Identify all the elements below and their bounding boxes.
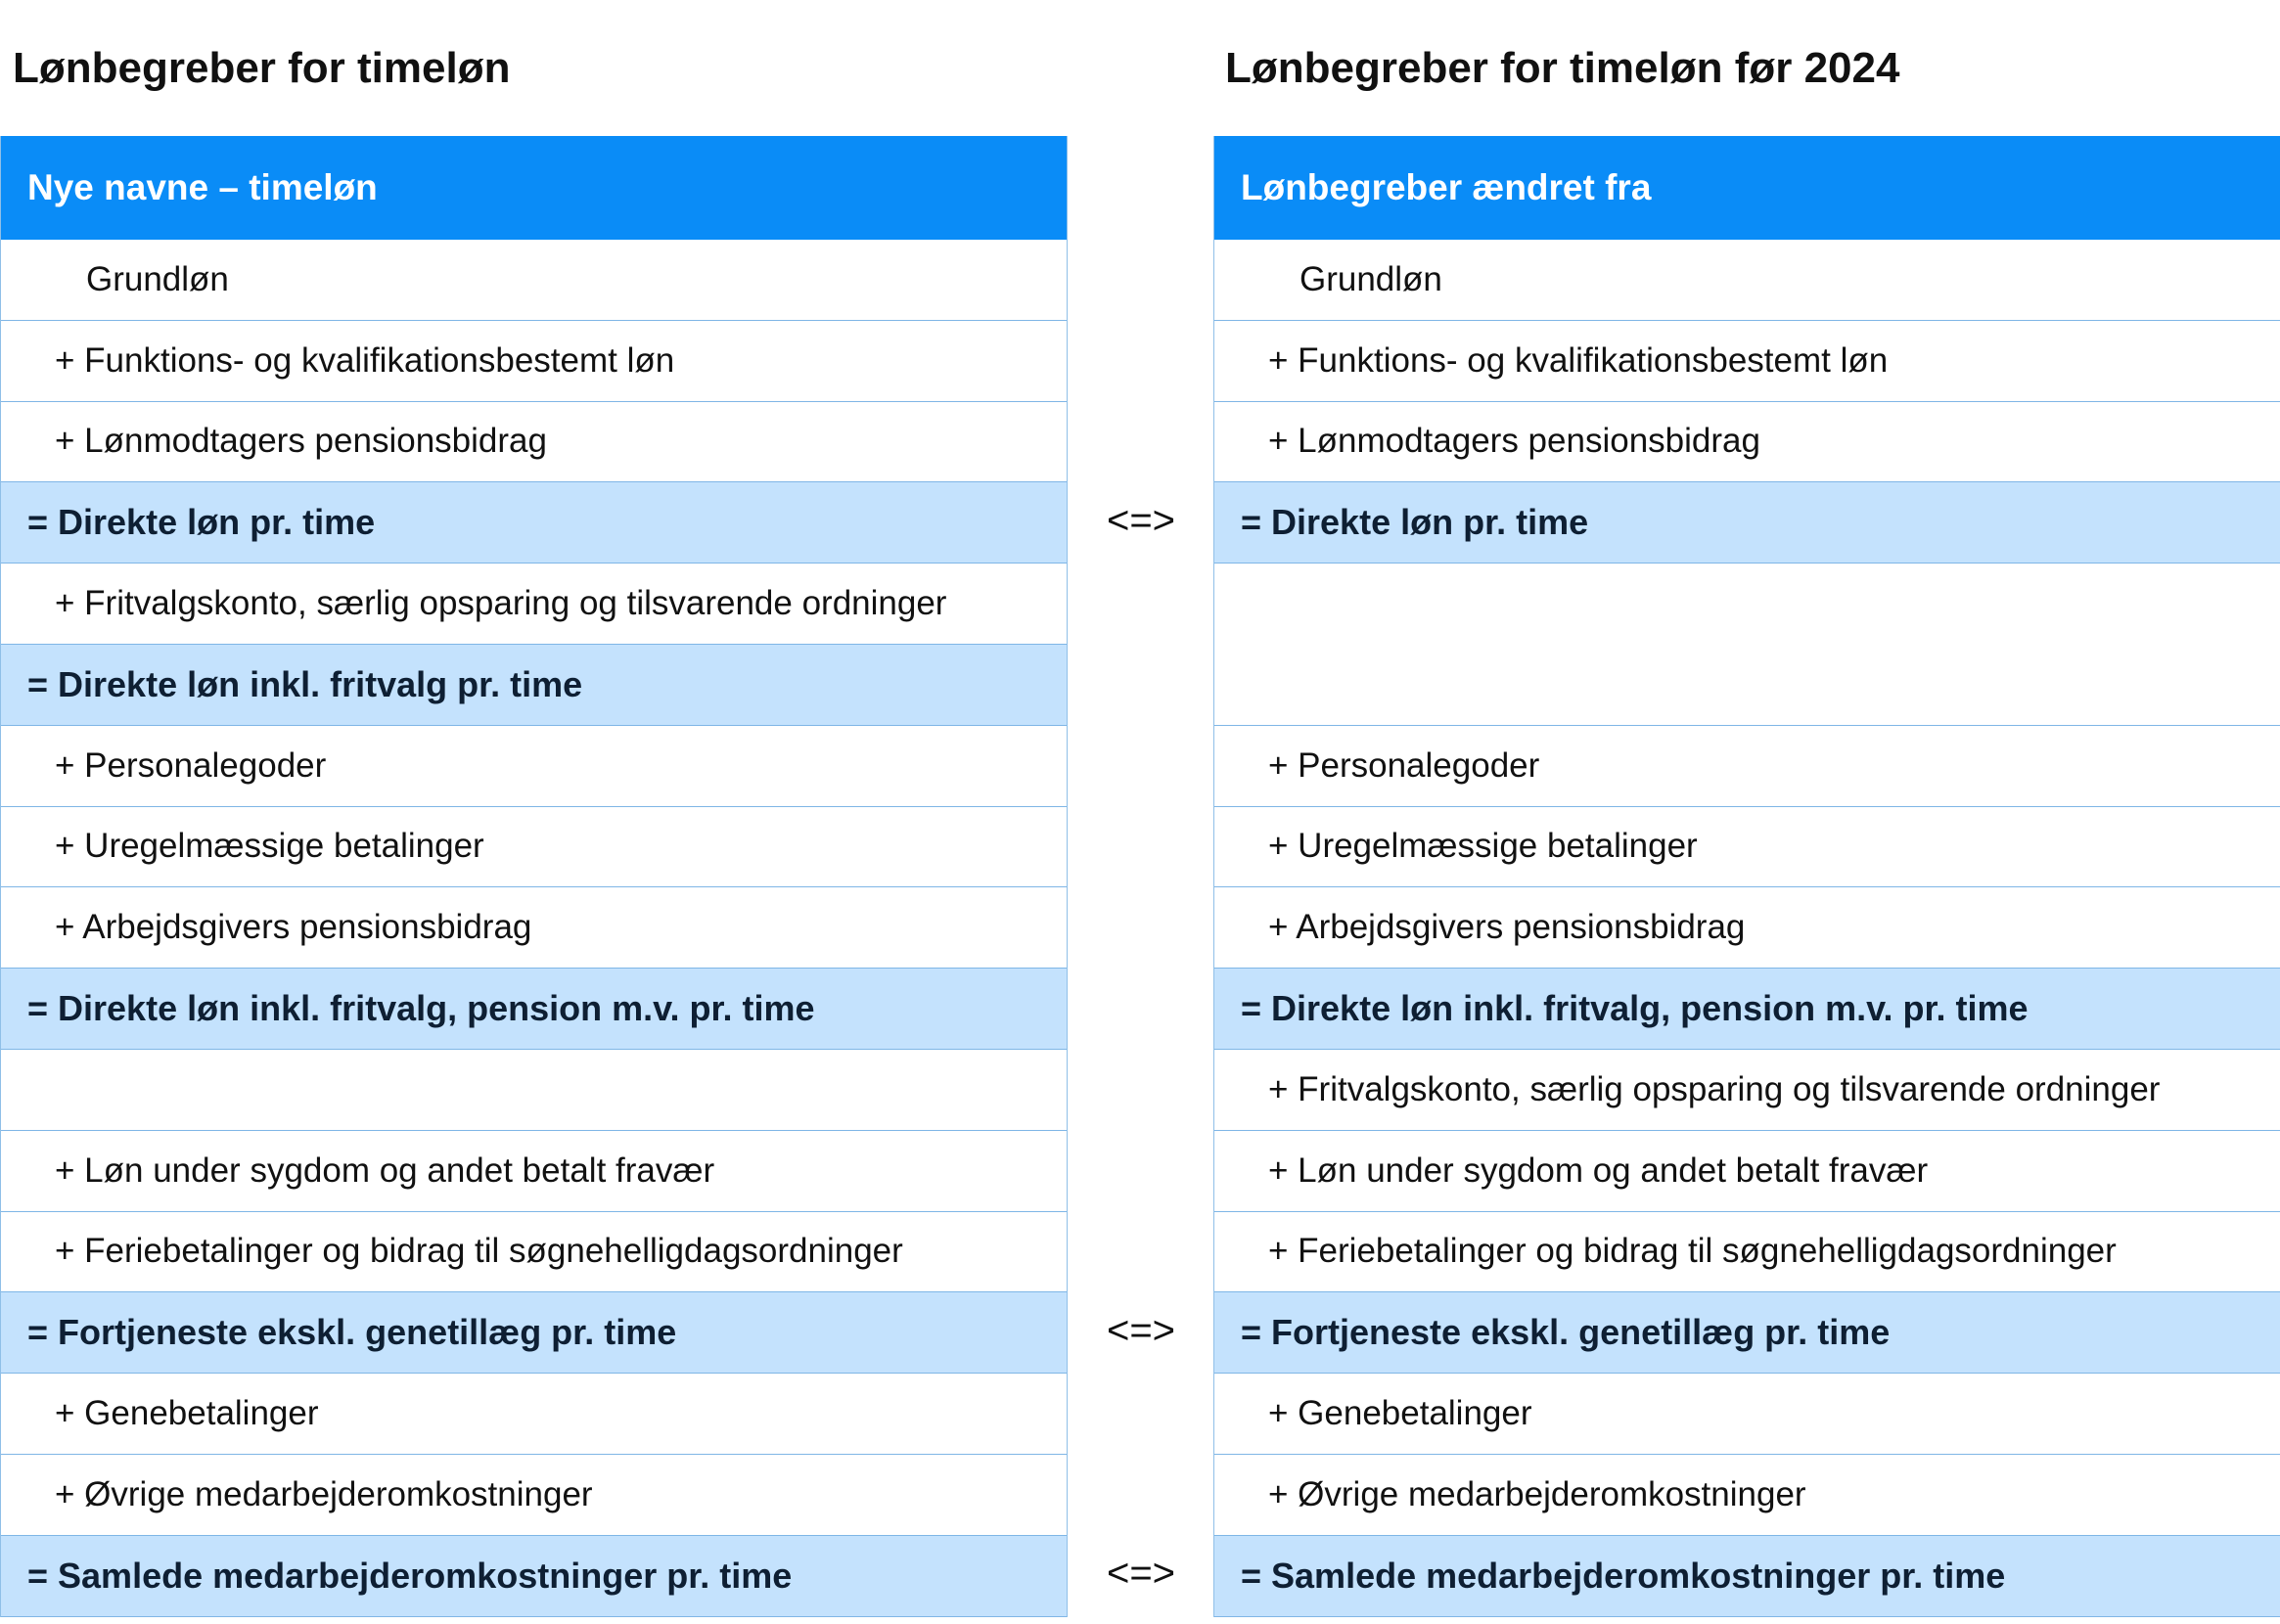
old-names-rows [1214,240,2280,1617]
right-row-item: + Uregelmæssige betalinger [1214,807,2280,888]
left-row-total: = Direkte løn inkl. fritvalg, pension m.v. pr. time [1,969,1067,1050]
right-row-item: + Øvrige medarbejderomkostninger [1214,1455,2280,1536]
equivalence-arrow: <=> [1106,1308,1176,1352]
left-row-item: + Arbejdsgivers pensionsbidrag [1,887,1067,969]
right-title: Lønbegreber for timeløn før 2024 [1225,44,1900,92]
new-names-header: Nye navne – timeløn [1,136,1067,240]
left-row-item: + Løn under sygdom og andet betalt fravær [1,1131,1067,1212]
left-title: Lønbegreber for timeløn [13,44,511,92]
left-row-total: = Samlede medarbejderomkostninger pr. time [1,1536,1067,1617]
equivalence-arrow: <=> [1106,1552,1176,1596]
right-row-item: + Løn under sygdom og andet betalt fravær [1214,1131,2280,1212]
left-row-item: + Personalegoder [1,726,1067,807]
left-row-item: + Lønmodtagers pensionsbidrag [1,402,1067,483]
right-row-empty [1214,564,2280,726]
right-row-item: Grundløn [1214,240,2280,321]
right-row-total: = Samlede medarbejderomkostninger pr. time [1214,1536,2280,1617]
old-names-header: Lønbegreber ændret fra [1214,136,2280,240]
left-row-item: + Uregelmæssige betalinger [1,807,1067,888]
old-names-table [1213,136,2280,1617]
left-row-item: Grundløn [1,240,1067,321]
right-row-total: = Fortjeneste ekskl. genetillæg pr. time [1214,1292,2280,1374]
right-row-item: + Lønmodtagers pensionsbidrag [1214,402,2280,483]
right-row-total: = Direkte løn pr. time [1214,482,2280,564]
left-row-item: + Fritvalgskonto, særlig opsparing og tilsvarende ordninger [1,564,1067,645]
new-names-rows [1,240,1067,1617]
left-row-item: + Funktions- og kvalifikationsbestemt løn [1,321,1067,402]
equivalence-arrow: <=> [1106,498,1176,542]
left-row-item: + Feriebetalinger og bidrag til søgnehelligdagsordninger [1,1212,1067,1293]
right-row-total: = Direkte løn inkl. fritvalg, pension m.v. pr. time [1214,969,2280,1050]
right-row-item: + Arbejdsgivers pensionsbidrag [1214,887,2280,969]
left-row-total: = Direkte løn inkl. fritvalg pr. time [1,645,1067,726]
left-row-item: + Øvrige medarbejderomkostninger [1,1455,1067,1536]
right-row-item: + Fritvalgskonto, særlig opsparing og tilsvarende ordninger [1214,1050,2280,1131]
new-names-table [0,136,1068,1617]
left-row-empty [1,1050,1067,1131]
right-row-item: + Personalegoder [1214,726,2280,807]
right-row-item: + Funktions- og kvalifikationsbestemt løn [1214,321,2280,402]
right-row-item: + Genebetalinger [1214,1374,2280,1455]
left-row-total: = Direkte løn pr. time [1,482,1067,564]
right-row-item: + Feriebetalinger og bidrag til søgnehelligdagsordninger [1214,1212,2280,1293]
left-row-item: + Genebetalinger [1,1374,1067,1455]
left-row-total: = Fortjeneste ekskl. genetillæg pr. time [1,1292,1067,1374]
